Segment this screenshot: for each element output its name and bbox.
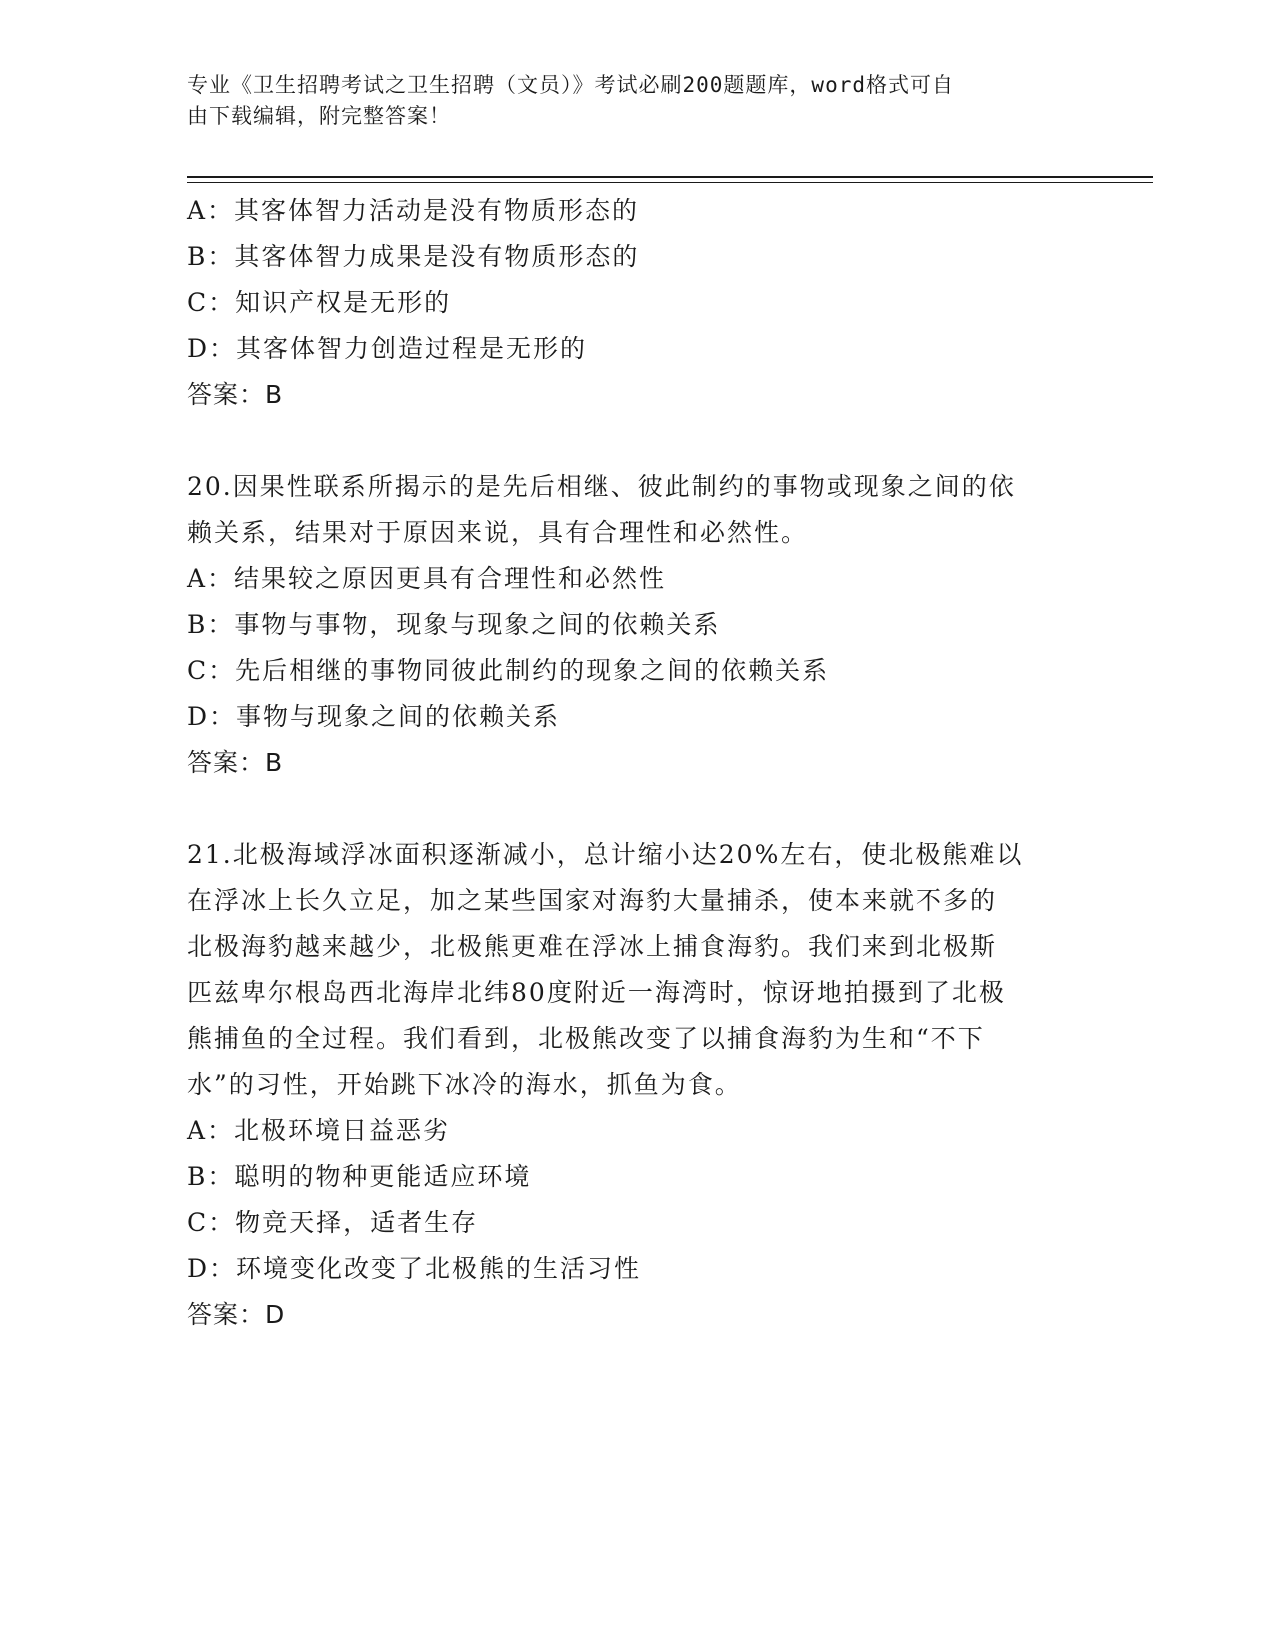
question-19-block [187,188,1087,418]
question-stem-line: 在浮冰上长久立足，加之某些国家对海豹大量捕杀，使本来就不多的 [187,886,998,915]
header-line-2: 由下载编辑，附完整答案！ [187,104,451,128]
option-d: D：事物与现象之间的依赖关系 [187,702,561,731]
option-b: B：事物与事物，现象与现象之间的依赖关系 [187,610,721,639]
header-line-1: 专业《卫生招聘考试之卫生招聘（文员）》考试必刷200题题库，word格式可自 [187,73,954,97]
option-c: C：先后相继的事物同彼此制约的现象之间的依赖关系 [187,656,830,685]
option-a: A：结果较之原因更具有合理性和必然性 [187,564,667,593]
document-header [187,70,1067,132]
question-stem-line: 北极海豹越来越少，北极熊更难在浮冰上捕食海豹。我们来到北极斯 [187,932,998,961]
answer-line: 答案：B [187,380,284,409]
question-list [187,188,1087,1338]
question-stem-line: 熊捕鱼的全过程。我们看到，北极熊改变了以捕食海豹为生和“不下 [187,1024,985,1053]
question-20-block [187,464,1087,786]
option-c: C：知识产权是无形的 [187,288,452,317]
header-divider-thin [187,182,1153,183]
question-stem-line: 20.因果性联系所揭示的是先后相继、彼此制约的事物或现象之间的依 [187,472,1016,501]
question-21-block [187,832,1087,1338]
option-a: A：其客体智力活动是没有物质形态的 [187,196,640,225]
question-stem-line: 匹兹卑尔根岛西北海岸北纬80度附近一海湾时，惊讶地拍摄到了北极 [187,978,1006,1007]
option-c: C：物竞天择，适者生存 [187,1208,479,1237]
option-d: D：其客体智力创造过程是无形的 [187,334,588,363]
question-stem-line: 21.北极海域浮冰面积逐渐减小，总计缩小达20%左右，使北极熊难以 [187,840,1024,869]
question-stem-line: 水”的习性，开始跳下冰冷的海水，抓鱼为食。 [187,1070,742,1099]
option-b: B：其客体智力成果是没有物质形态的 [187,242,640,271]
answer-line: 答案：B [187,748,284,777]
header-divider-thick [187,176,1153,178]
option-d: D：环境变化改变了北极熊的生活习性 [187,1254,642,1283]
question-stem-line: 赖关系，结果对于原因来说，具有合理性和必然性。 [187,518,809,547]
option-a: A：北极环境日益恶劣 [187,1116,451,1145]
answer-line: 答案：D [187,1300,286,1329]
option-b: B：聪明的物种更能适应环境 [187,1162,532,1191]
